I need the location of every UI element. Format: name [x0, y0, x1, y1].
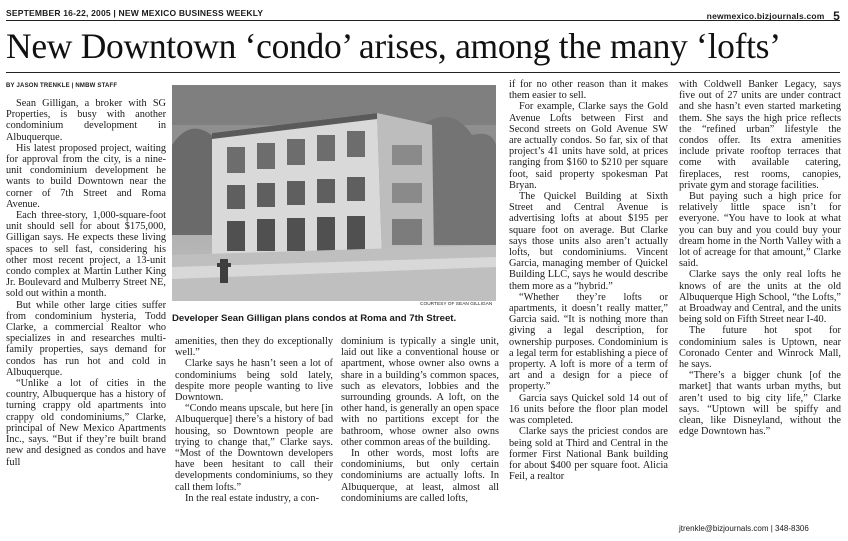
paragraph: with Coldwell Banker Legacy, says five out of 27 units are under contract and she hasn’t even started marketing them. She says the high price reflects the “refined urban” lifestyle the condos offer. Its extra amenities include private rooftop terraces that come with available catering, fireplaces, rest rooms, canopies, private gym and storage facilities.: [679, 79, 841, 191]
site-url[interactable]: newmexico.bizjournals.com: [706, 11, 825, 21]
column-4: [509, 79, 668, 482]
paragraph: “There’s a bigger chunk [of the market] that wants urban myths, but aren’t used to big city life,” Clarke says. “Uptown will be spiffy and clean, like Disneyland, without the edge Downtown has.”: [679, 370, 841, 438]
paragraph: Clarke says the only real lofts he knows of are the units at the old Albuquerque High School, “the Lofts,” at Broadway and Central, and the units being sold on Fifth Street near I-40.: [679, 269, 841, 326]
page-number: 5: [833, 9, 840, 23]
column-1: [6, 98, 166, 468]
issue-line: SEPTEMBER 16-22, 2005 | NEW MEXICO BUSINESS WEEKLY: [6, 8, 264, 18]
masthead-rule: [6, 20, 840, 21]
paragraph: But paying such a high price for relatively little space isn’t for everyone. “You have to look at what you can buy and you could buy your dream home in the North Valley with a lot of acreage for that amount,” Clarke said.: [679, 191, 841, 270]
paragraph: amenities, then they do exceptionally well.”: [175, 336, 333, 359]
paragraph: if for no other reason than it makes them easier to sell.: [509, 79, 668, 102]
author-contact: jtrenkle@bizjournals.com | 348-8306: [679, 524, 809, 533]
paragraph: His latest proposed project, waiting for approval from the city, is a nine-unit condominium development he wants to build Downtown near the corner of 7th Street and Roma Avenue.: [6, 142, 166, 210]
paragraph: “Whether they’re lofts or apartments, it doesn’t really matter,” Garcia said. “It is nothing more than giving a legal description, for ownership purposes. Condominium is a legal term for establishing a piece of property. A loft is more of a term of art and a design for a piece of property.”: [509, 291, 668, 393]
building-photo: [172, 85, 496, 301]
paragraph: The Quickel Building at Sixth Street and Central Avenue is advertising lofts at about $195 per square foot on average. But Clarke says those units also aren’t actually lofts, but condominiums. Vincent Garcia, managing member of Quickel Building LLC, says he would describe them more as a “hybrid.”: [509, 191, 668, 292]
byline: BY JASON TRENKLE | NMBW STAFF: [6, 83, 118, 89]
paragraph: In other words, most lofts are condominiums, but only certain condominiums are actually lofts. In Albuquerque, at least, almost all condominiums are called lofts,: [341, 448, 499, 504]
paragraph: dominium is typically a single unit, laid out like a conventional house or apartment, whose owner also owns a share in a building’s common spaces, such as elevators, lobbies and the surrounding grounds. A loft, on the other hand, is generally an open space with no partitions except for the bathroom, whose owner also owns other common areas of the building.: [341, 336, 499, 448]
column-3: [341, 336, 499, 504]
paragraph: Garcia says Quickel sold 14 out of 16 units before the floor plan model was completed.: [509, 392, 668, 427]
paragraph: Clarke says he hasn’t seen a lot of condominiums being sold lately, despite more people wanting to live Downtown.: [175, 358, 333, 404]
column-5: [679, 79, 841, 438]
photo-caption: Developer Sean Gilligan plans condos at Roma and 7th Street.: [172, 313, 457, 324]
headline: New Downtown ‘condo’ arises, among the many ‘lofts’: [6, 26, 781, 66]
paragraph: Sean Gilligan, a broker with SG Properties, is busy with another condominium development in Albuquerque.: [6, 98, 166, 143]
condo-rendering-image: [172, 85, 496, 301]
paragraph: But while other large cities suffer from condominium hysteria, Todd Clarke, a commercial Realtor who specializes in and researches multi-family properties, says demand for condos has run hot and cold in Albuquerque.: [6, 299, 166, 378]
paragraph: “Condo means upscale, but here [in Albuquerque] there’s a history of bad housing, so Downtown people are trying to change that,” Clarke says. “Most of the Downtown developers have been hesitant to call their developments condominiums, so they call them lofts.”: [175, 403, 333, 493]
headline-rule: [6, 72, 840, 73]
photo-credit: COURTESY OF SEAN GILLIGAN: [420, 302, 493, 307]
column-2: [175, 336, 333, 504]
paragraph: “Unlike a lot of cities in the country, Albuquerque has a history of turning crappy old apartments into crappy old condominiums,” Clarke, principal of New Mexico Apartments Inc., says. “But if they’re built brand new and designed as condos and have full: [6, 378, 166, 468]
paragraph: Clarke says the priciest condos are being sold at Third and Central in the former First National Bank building for about $400 per square foot. Alicia Feil, a realtor: [509, 426, 668, 483]
paragraph: The future hot spot for condominium sales is Uptown, near Coronado Center and Winrock Mall, he says.: [679, 325, 841, 371]
paragraph: In the real estate industry, a con-: [185, 492, 319, 504]
masthead: [6, 5, 840, 23]
paragraph: Each three-story, 1,000-square-foot unit should sell for about $175,000, Gilligan says. He expects these living spaces to sell fast, considering his other most recent project, a 13-unit condo complex at Martin Luther King Jr. Boulevard and Mulberry Street NE, sold out within a month.: [6, 210, 166, 300]
paragraph: For example, Clarke says the Gold Avenue Lofts between First and Second streets on Gold Avenue SW are actually condos. So far, six of that project’s 41 units have sold, at prices ranging from $160 to $210 per square foot, said property spokesman Pat Bryan.: [509, 101, 668, 191]
